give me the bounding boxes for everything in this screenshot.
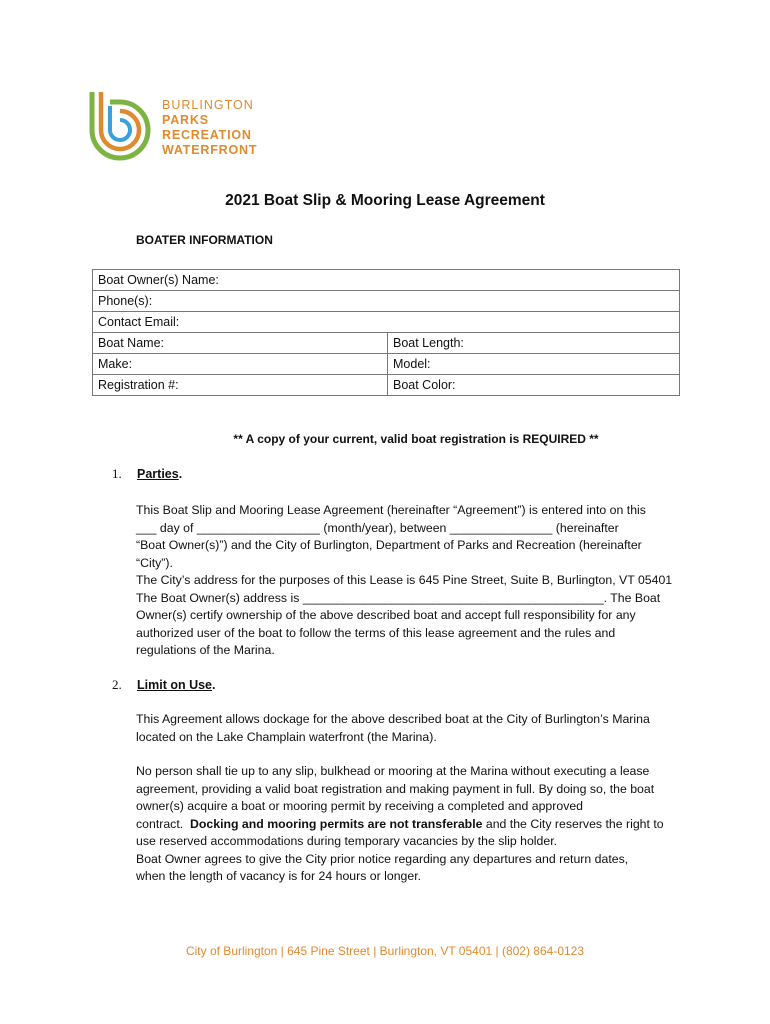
logo-line-waterfront: WATERFRONT: [162, 143, 258, 157]
logo-line-burlington: BURLINGTON: [162, 98, 254, 112]
text-line: ___ day of __________________ (month/year), between _______________ (hereinafter: [136, 520, 619, 535]
logo-line-recreation: RECREATION: [162, 128, 252, 142]
table-row: [93, 270, 680, 291]
section-2-heading: [137, 678, 216, 692]
text-line: when the length of vacancy is for 24 hours or longer.: [136, 869, 422, 883]
contract-prefix: contract.: [136, 816, 190, 831]
owner-name-field[interactable]: Boat Owner(s) Name:: [93, 270, 680, 291]
table-row: [93, 375, 680, 396]
section-2-number: 2.: [112, 677, 122, 692]
text-line: The City’s address for the purposes of this Lease is 645 Pine Street, Suite B, Burlington, VT 05401: [136, 573, 673, 587]
page-footer: City of Burlington | 645 Pine Street | Burlington, VT 05401 | (802) 864-0123: [185, 944, 585, 958]
model-field[interactable]: Model:: [388, 354, 680, 375]
text-line: use reserved accommodations during temporary vacancies by the slip holder.: [136, 834, 558, 848]
boater-information-label: BOATER INFORMATION: [136, 233, 273, 247]
boat-length-field[interactable]: Boat Length:: [388, 333, 680, 354]
make-field[interactable]: Make:: [93, 354, 388, 375]
text-line: Boat Owner agrees to give the City prior notice regarding any departures and return dates,: [136, 851, 629, 866]
text-line: located on the Lake Champlain waterfront (the Marina).: [136, 729, 437, 744]
table-row: [93, 333, 680, 354]
logo-line-parks: PARKS: [162, 113, 209, 127]
text-line: authorized user of the boat to follow the terms of this lease agreement and the rules and: [136, 625, 616, 640]
table-row: [93, 312, 680, 333]
text-line: The Boat Owner(s) address is ____________________________________________. The Boat: [136, 590, 661, 605]
text-line: “Boat Owner(s)”) and the City of Burlington, Department of Parks and Recreation (hereinafter: [136, 538, 642, 552]
section-1-heading: [137, 467, 182, 481]
text-line: No person shall tie up to any slip, bulkhead or mooring at the Marina without executing a lease: [136, 764, 650, 778]
section-1-heading-text: Parties: [137, 467, 179, 481]
section-2-heading-text: Limit on Use: [137, 678, 213, 692]
text-line: regulations of the Marina.: [136, 643, 275, 657]
document-title: 2021 Boat Slip & Mooring Lease Agreement: [225, 192, 545, 209]
text-line: This Boat Slip and Mooring Lease Agreement (hereinafter “Agreement”) is entered into on this: [136, 503, 646, 517]
boater-information-table: [92, 269, 680, 396]
non-transferable-clause: Docking and mooring permits are not transferable: [190, 816, 483, 831]
boat-name-field[interactable]: Boat Name:: [93, 333, 388, 354]
section-2-paragraph-1: [136, 711, 680, 746]
section-1-body: [136, 502, 680, 660]
section-2-heading-punct: .: [212, 678, 216, 692]
text-line: “City”).: [136, 555, 173, 570]
logo-wordmark: [162, 98, 257, 158]
text-line: owner(s) acquire a boat or mooring permit by receiving a completed and approved: [136, 799, 584, 813]
email-field[interactable]: Contact Email:: [93, 312, 680, 333]
phone-field[interactable]: Phone(s):: [93, 291, 680, 312]
text-line: This Agreement allows dockage for the above described boat at the City of Burlington’s Marina: [136, 712, 650, 726]
table-row: [93, 291, 680, 312]
table-row: [93, 354, 680, 375]
text-line: agreement, providing a valid boat registration and making payment in full. By doing so, the boat: [136, 781, 655, 796]
section-2-paragraph-2: [136, 763, 680, 886]
text-line: [136, 816, 680, 834]
contract-suffix: and the City reserves the right to: [482, 816, 664, 831]
section-1-heading-punct: .: [178, 467, 183, 481]
text-line: Owner(s) certify ownership of the above described boat and accept full responsibility for any: [136, 608, 636, 622]
registration-notice: ** A copy of your current, valid boat registration is REQUIRED **: [233, 432, 599, 446]
boat-color-field[interactable]: Boat Color:: [388, 375, 680, 396]
section-1-number: 1.: [112, 466, 122, 481]
registration-field[interactable]: Registration #:: [93, 375, 388, 396]
